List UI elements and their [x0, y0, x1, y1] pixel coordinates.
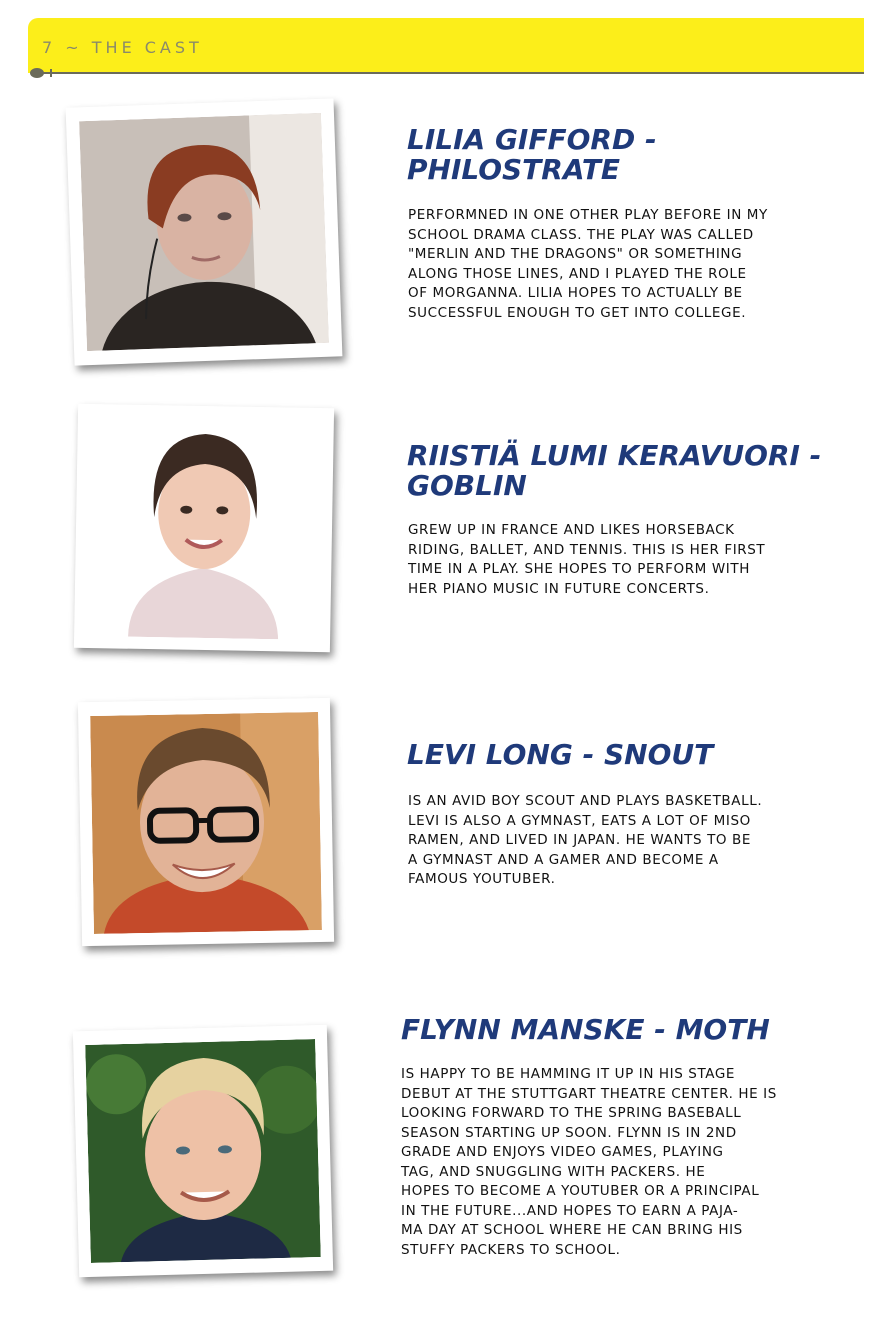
photo-frame-flynn: [73, 1025, 333, 1278]
cast-name-lilia-line1: LILIA GIFFORD -: [407, 123, 657, 156]
cast-name-levi: [407, 740, 713, 770]
cast-name-flynn-line1: FLYNN MANSKE - MOTH: [401, 1013, 770, 1046]
photo-frame-riistia: [74, 404, 334, 652]
cast-bio-riistia: GREW UP IN FRANCE AND LIKES HORSEBACK RIDING, BALLET, AND TENNIS. THIS IS HER FIRST TIME IN A PLAY. SHE HOPES TO PERFORM WITH HER PIANO MUSIC IN FUTURE CONCERTS.: [408, 522, 766, 597]
portrait-photo-lilia: [79, 113, 329, 351]
cast-bio-levi: IS AN AVID BOY SCOUT AND PLAYS BASKETBALL. LEVI IS ALSO A GYMNAST, EATS A LOT OF MISO RAMEN, AND LIVED IN JAPAN. HE WANTS TO BE A GYMNAST AND A GAMER AND BECOME A FAMOUS YOUTUBER.: [408, 793, 763, 887]
photo-frame-lilia: [66, 98, 343, 365]
cast-bio-lilia: PERFORMNED IN ONE OTHER PLAY BEFORE IN MY SCHOOL DRAMA CLASS. THE PLAY WAS CALLED "MERLIN AND THE DRAGONS" OR SOMETHING ALONG THOSE LINES, AND I PLAYED THE ROLE OF MORGANNA. LILIA HOPES TO ACTUALLY BE SUCCESSFUL ENOUGH TO GET INTO COLLEGE.: [408, 207, 768, 321]
page-title: 7 ~ THE CAST: [42, 38, 203, 57]
ornament-icon: [28, 66, 68, 80]
portrait-photo-levi: [90, 712, 322, 934]
cast-name-riistia-line1: RIISTIÄ LUMI KERAVUORI -: [407, 439, 822, 472]
portrait-photo-riistia: [88, 416, 320, 640]
cast-bio-flynn: IS HAPPY TO BE HAMMING IT UP IN HIS STAGE DEBUT AT THE STUTTGART THEATRE CENTER. HE IS LOOKING FORWARD TO THE SPRING BASEBALL SEASON STARTING UP SOON. FLYNN IS IN 2ND GRADE AND ENJOYS VIDEO GAMES, PLAYING TAG, AND SNUGGLING WITH PACKERS. HE HOPES TO BECOME A YOUTUBER OR A PRINCIPAL IN THE FUTURE...AND HOPES TO EARN A PAJA- MA DAY AT SCHOOL WHERE HE CAN BRING HIS STUFFY PACKERS TO SCHOOL.: [401, 1066, 777, 1258]
cast-name-lilia: [407, 125, 657, 185]
cast-name-levi-line1: LEVI LONG - SNOUT: [407, 738, 714, 771]
cast-name-lilia-line2: PHILOSTRATE: [407, 153, 621, 186]
header-rule: [40, 72, 864, 74]
cast-name-riistia-line2: GOBLIN: [407, 469, 527, 502]
cast-name-flynn: [401, 1015, 770, 1045]
portrait-photo-flynn: [85, 1039, 321, 1263]
cast-name-riistia: [407, 441, 821, 501]
photo-frame-levi: [78, 698, 334, 946]
